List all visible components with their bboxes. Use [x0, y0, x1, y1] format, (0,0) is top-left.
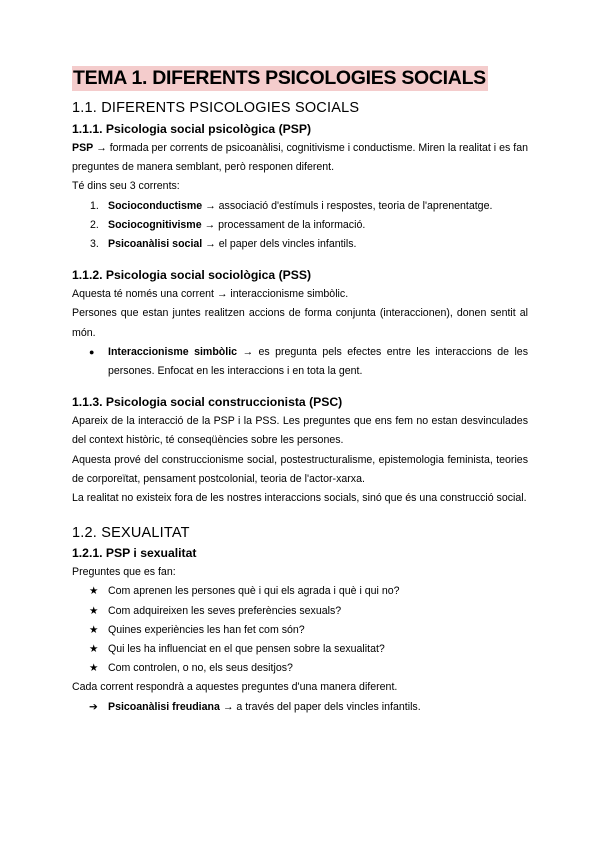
list-item-text: → es pregunta pels efectes entre les interaccions de les persones. Enfocat en les interaccions i en tota la gent.	[108, 345, 528, 378]
psp-currents-list	[72, 197, 528, 255]
subsection-heading-psp-sexualitat: 1.2.1. PSP i sexualitat	[72, 546, 197, 561]
list-item-term: Interaccionisme simbòlic	[108, 345, 238, 358]
psp-description: → formada per corrents de psicoanàlisi, cognitivisme i conductisme. Miren la realitat i es fan preguntes de manera semblant, però responen diferent.	[72, 142, 528, 174]
list-item	[72, 640, 528, 659]
psp-term: PSP	[72, 142, 94, 154]
list-item-text: → processament de la informació.	[201, 218, 366, 231]
list-item-text: Com controlen, o no, els seus desitjos?	[108, 662, 293, 675]
list-item	[72, 582, 528, 601]
psc-paragraph-2: Aquesta prové del construccionisme social, postestructuralisme, epistemologia feminista, teories de corporeïtat, pensament postcolonial, teoria de l'actor-xarxa.	[72, 453, 528, 485]
questions-list	[72, 582, 528, 678]
list-item	[72, 216, 528, 235]
list-item-text: → a través del paper dels vincles infantils.	[219, 700, 421, 713]
list-item	[72, 602, 528, 621]
subsection-heading-pss: 1.1.2. Psicologia social sociològica (PSS)	[72, 268, 312, 283]
list-item	[72, 343, 528, 381]
pss-paragraph-2: Persones que estan juntes realitzen accions de forma conjunta (interaccionen), donen sentit al món.	[72, 307, 528, 339]
subsection-heading-psp: 1.1.1. Psicologia social psicològica (PSP)	[72, 122, 312, 136]
list-item	[72, 698, 528, 717]
star-icon: ★	[89, 623, 99, 636]
list-item-term: Psicoanàlisi freudiana	[108, 700, 220, 713]
pss-bullet-list	[72, 343, 528, 381]
star-icon: ★	[89, 604, 99, 617]
subsection-heading-psc: 1.1.3. Psicologia social construccionista (PSC)	[72, 395, 343, 410]
list-item-text: → associació d'estímuls i respostes, teoria de l'aprenentatge.	[202, 199, 493, 212]
list-item-text: Com adquireixen les seves preferències sexuals?	[108, 604, 342, 617]
list-number: 1.	[90, 199, 99, 212]
list-item-text: Com aprenen les persones què i qui els agrada i què i qui no?	[108, 585, 400, 598]
star-icon: ★	[89, 662, 99, 675]
list-item-text: Qui les ha influenciat en el que pensen sobre la sexualitat?	[108, 643, 385, 656]
list-item	[72, 235, 528, 254]
bullet-icon: ●	[89, 346, 95, 357]
star-icon: ★	[89, 585, 99, 598]
list-item	[72, 659, 528, 678]
psc-paragraph-3: La realitat no existeix fora de les nostres interaccions socials, sinó que és una construcció social.	[72, 492, 527, 505]
questions-intro: Preguntes que es fan:	[72, 566, 176, 579]
psc-paragraph-1: Apareix de la interacció de la PSP i la PSS. Les preguntes que ens fem no estan desvinculades del context històric, té conseqüències sobre les persones.	[72, 415, 528, 447]
section-heading-1-1: 1.1. DIFERENTS PSICOLOGIES SOCIALS	[72, 100, 360, 116]
psp-paragraph-1	[72, 139, 528, 177]
list-item-term: Psicoanàlisi social	[108, 238, 203, 251]
list-item-text: Quines experiències les han fet com són?	[108, 623, 305, 636]
arrow-list	[72, 698, 528, 717]
document-page	[72, 66, 528, 717]
list-item	[72, 621, 528, 640]
list-item-term: Sociocognitivisme	[108, 218, 202, 231]
page-title: TEMA 1. DIFERENTS PSICOLOGIES SOCIALS	[73, 67, 486, 89]
list-number: 3.	[90, 238, 99, 251]
list-item-term: Socioconductisme	[108, 199, 203, 212]
pss-paragraph-1: Aquesta té només una corrent → interaccionisme simbòlic.	[72, 288, 349, 301]
list-item-text: → el paper dels vincles infantils.	[202, 238, 357, 251]
star-icon: ★	[89, 643, 99, 656]
list-number: 2.	[90, 218, 99, 231]
section-heading-1-2: 1.2. SEXUALITAT	[72, 525, 190, 542]
list-item	[72, 197, 528, 216]
answers-intro: Cada corrent respondrà a aquestes preguntes d'una manera diferent.	[72, 681, 398, 694]
psp-paragraph-2: Té dins seu 3 corrents:	[72, 180, 180, 193]
arrow-right-icon: ➔	[89, 700, 98, 713]
